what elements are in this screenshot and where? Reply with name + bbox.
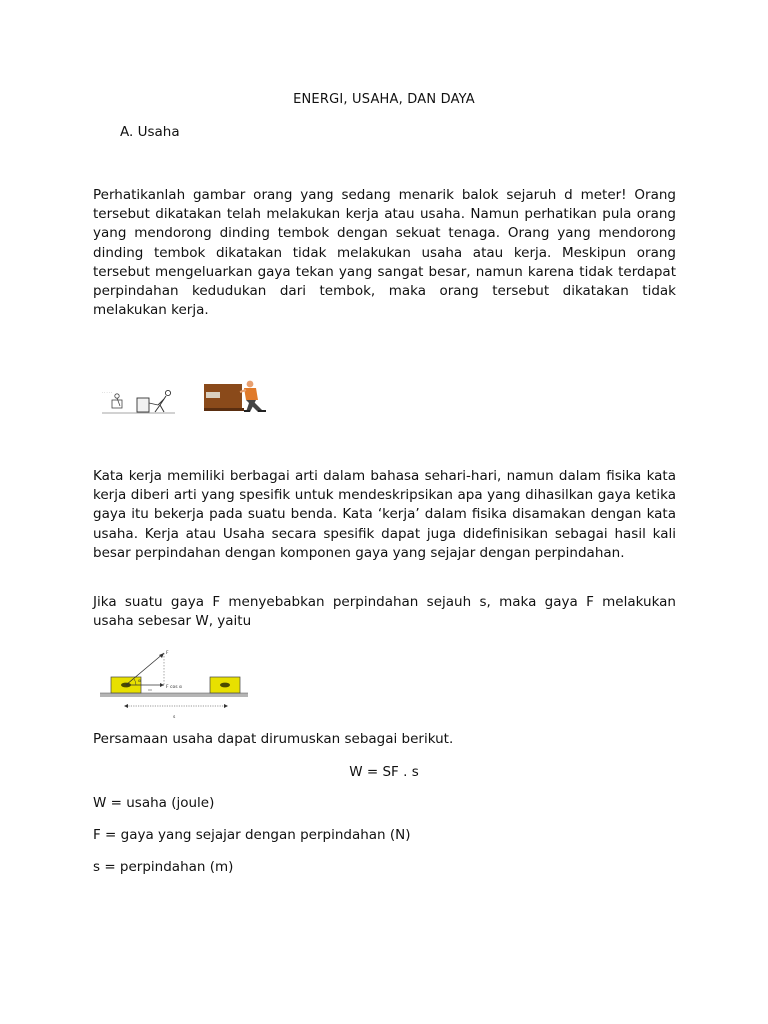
work-illustration bbox=[100, 370, 280, 420]
force-vector bbox=[126, 653, 164, 685]
paragraph-intro: Perhatikanlah gambar orang yang sedang menarik balok sejaruh d meter! Orang tersebut dikatakan telah melakukan kerja atau usaha. Namun perhatikan pula orang yang mendorong dinding tembok dengan sekuat tenaga. Orang yang mendorong dinding tembok dikatakan tidak melakukan usaha atau kerja. Meskipun orang tersebut mengeluarkan gaya tekan yang sangat besar, namun karena tidak terdapat perpindahan kedudukan dari tembok, maka orang tersebut dikatakan tidak melakukan kerja. bbox=[93, 187, 676, 319]
horizontal-component-label: F cos α bbox=[166, 685, 182, 690]
definition-s: s = perpindahan (m) bbox=[93, 859, 234, 875]
definition-w: W = usaha (joule) bbox=[93, 795, 215, 811]
definition-f: F = gaya yang sejajar dengan perpindahan (N) bbox=[93, 827, 411, 843]
work-formula: W = SF . s bbox=[349, 764, 419, 780]
formula-intro: Persamaan usaha dapat dirumuskan sebagai berikut. bbox=[93, 731, 454, 747]
pushing-wall-figure bbox=[204, 381, 266, 412]
floor-surface bbox=[100, 693, 248, 697]
displacement-label: s bbox=[173, 715, 176, 720]
section-heading: A. Usaha bbox=[120, 124, 180, 140]
pulling-person-figure bbox=[102, 390, 175, 413]
angle-label: α bbox=[138, 679, 141, 684]
paragraph-force: Jika suatu gaya F menyebabkan perpindahan sejauh s, maka gaya F melakukan usaha sebesar W, yaitu bbox=[93, 594, 676, 630]
svg-text:· · · · ·: · · · · · bbox=[102, 391, 113, 395]
paragraph-definition: Kata kerja memiliki berbagai arti dalam bahasa sehari-hari, namun dalam fisika kata kerja diberi arti yang spesifik untuk mendeskripsikan apa yang dihasilkan gaya ketika gaya itu bekerja pada suatu benda. Kata ‘kerja’ dalam fisika disamakan dengan kata usaha. Kerja atau Usaha secara spesifik dapat juga didefinisikan sebagai hasil kali besar perpindahan dengan komponen gaya yang sejajar dengan perpindahan. bbox=[93, 468, 676, 561]
force-displacement-diagram bbox=[96, 648, 252, 720]
force-label: F bbox=[166, 651, 169, 656]
page-title: ENERGI, USAHA, DAN DAYA bbox=[293, 92, 475, 107]
